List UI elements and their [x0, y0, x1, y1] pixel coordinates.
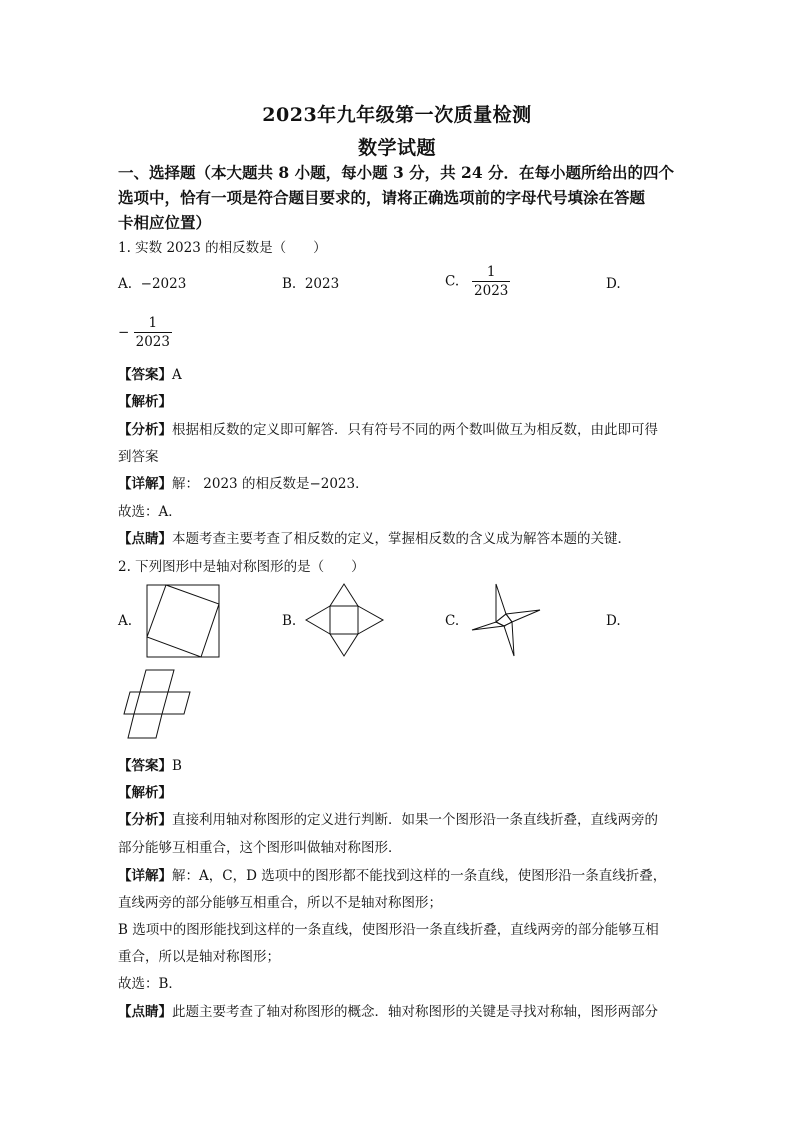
- q1-option-c-fraction: [472, 263, 510, 300]
- q1-analysis-tag: 【解析】: [118, 394, 172, 410]
- q2-comment: [118, 1000, 658, 1020]
- q2-figure-b-star-square: [304, 583, 386, 659]
- q1-fenxi: [118, 418, 658, 438]
- q1-answer: [118, 363, 182, 383]
- q2-answer-value: B: [172, 758, 182, 774]
- q1-comment-text: 本题考查主要考查了相反数的定义，掌握相反数的含义成为解答本题的关键．: [172, 531, 631, 547]
- q1-option-b-value: 2023: [304, 276, 340, 292]
- q1-answer-value: A: [172, 367, 182, 383]
- q2-detail-line-3: B 选项中的图形能找到这样的一条直线，使图形沿一条直线折叠，直线两旁的部分能够互相: [118, 922, 659, 938]
- q1-comment: [118, 527, 631, 547]
- q2-figure-c-pinwheel: [468, 582, 544, 658]
- q1-option-a-value: −2023: [140, 276, 187, 292]
- q1-detail: [118, 472, 369, 492]
- q2-fenxi: [118, 808, 658, 828]
- section-heading: [118, 160, 678, 235]
- q2-figure-d-parallelogram-cross: [122, 666, 192, 746]
- q1-option-d-sign: −: [118, 324, 130, 341]
- q2-figure-a-square-in-square: [146, 584, 222, 660]
- section-heading-line-1: 一、选择题（本大题共 8 小题，每小题 3 分，共 24 分．在每小题所给出的四个: [118, 163, 675, 182]
- q1-option-d: [118, 314, 172, 351]
- q2-stem: 2. 下列图形中是轴对称图形的是（ ）: [118, 559, 365, 575]
- q2-analysis-tag: 【解析】: [118, 785, 172, 801]
- q1-option-c-label: C.: [445, 273, 460, 290]
- q2-answer: [118, 754, 182, 774]
- q1-stem: 1. 实数 2023 的相反数是（ ）: [118, 240, 327, 256]
- q1-option-a: [118, 276, 186, 292]
- q1-answer-tag: 【答案】: [118, 367, 172, 383]
- q1-fenxi-line-2: 到答案: [118, 449, 159, 465]
- q2-answer-tag: 【答案】: [118, 758, 172, 774]
- q2-fenxi-line-2: 部分能够互相重合，这个图形叫做轴对称图形．: [118, 840, 402, 856]
- q2-fenxi-line-1: 直接利用轴对称图形的定义进行判断．如果一个图形沿一条直线折叠，直线两旁的: [172, 812, 658, 828]
- q1-option-d-denominator: 2023: [135, 334, 170, 350]
- q1-fenxi-tag: 【分析】: [118, 422, 172, 438]
- q2-detail-line-2: 直线两旁的部分能够互相重合，所以不是轴对称图形；: [118, 895, 442, 911]
- q2-detail-line-1: 解：A，C，D 选项中的图形都不能找到这样的一条直线，使图形沿一条直线折叠，: [172, 868, 667, 884]
- q1-option-b: [282, 276, 339, 292]
- q2-fenxi-tag: 【分析】: [118, 812, 172, 828]
- q1-fenxi-line-1: 根据相反数的定义即可解答．只有符号不同的两个数叫做互为相反数，由此即可得: [172, 422, 658, 438]
- page-subtitle: 数学试题: [357, 137, 436, 159]
- q1-option-c-numerator: 1: [486, 264, 496, 280]
- q2-option-d-label: D.: [606, 613, 621, 629]
- q1-choose: 故选：A．: [118, 504, 182, 520]
- section-heading-line-3: 卡相应位置）: [118, 213, 212, 232]
- q1-detail-text: 解： 2023 的相反数是−2023．: [172, 476, 369, 492]
- q1-detail-tag: 【详解】: [118, 476, 172, 492]
- q1-option-d-label: D.: [606, 276, 621, 292]
- q2-option-a-label: A.: [118, 613, 133, 629]
- q1-option-c: [445, 263, 510, 300]
- q1-comment-tag: 【点睛】: [118, 531, 172, 547]
- q2-option-b-label: B.: [282, 613, 297, 629]
- q2-detail-line-4: 重合，所以是轴对称图形；: [118, 949, 280, 965]
- q2-comment-tag: 【点睛】: [118, 1004, 172, 1020]
- q2-detail-tag: 【详解】: [118, 868, 172, 884]
- section-heading-line-2: 选项中，恰有一项是符合题目要求的，请将正确选项前的字母代号填涂在答题: [118, 188, 646, 207]
- q2-option-c-label: C.: [445, 613, 460, 629]
- q2-comment-text: 此题主要考查了轴对称图形的概念．轴对称图形的关键是寻找对称轴，图形两部分: [172, 1004, 658, 1020]
- q1-option-d-fraction: [134, 314, 172, 351]
- q1-option-c-denominator: 2023: [474, 283, 509, 299]
- q1-option-b-label: B.: [282, 276, 297, 292]
- page-title: 2023年九年级第一次质量检测: [262, 104, 532, 126]
- q1-option-a-label: A.: [118, 276, 133, 292]
- q2-choose: 故选：B．: [118, 976, 182, 992]
- q1-option-d-numerator: 1: [148, 315, 158, 331]
- q2-detail: [118, 864, 666, 884]
